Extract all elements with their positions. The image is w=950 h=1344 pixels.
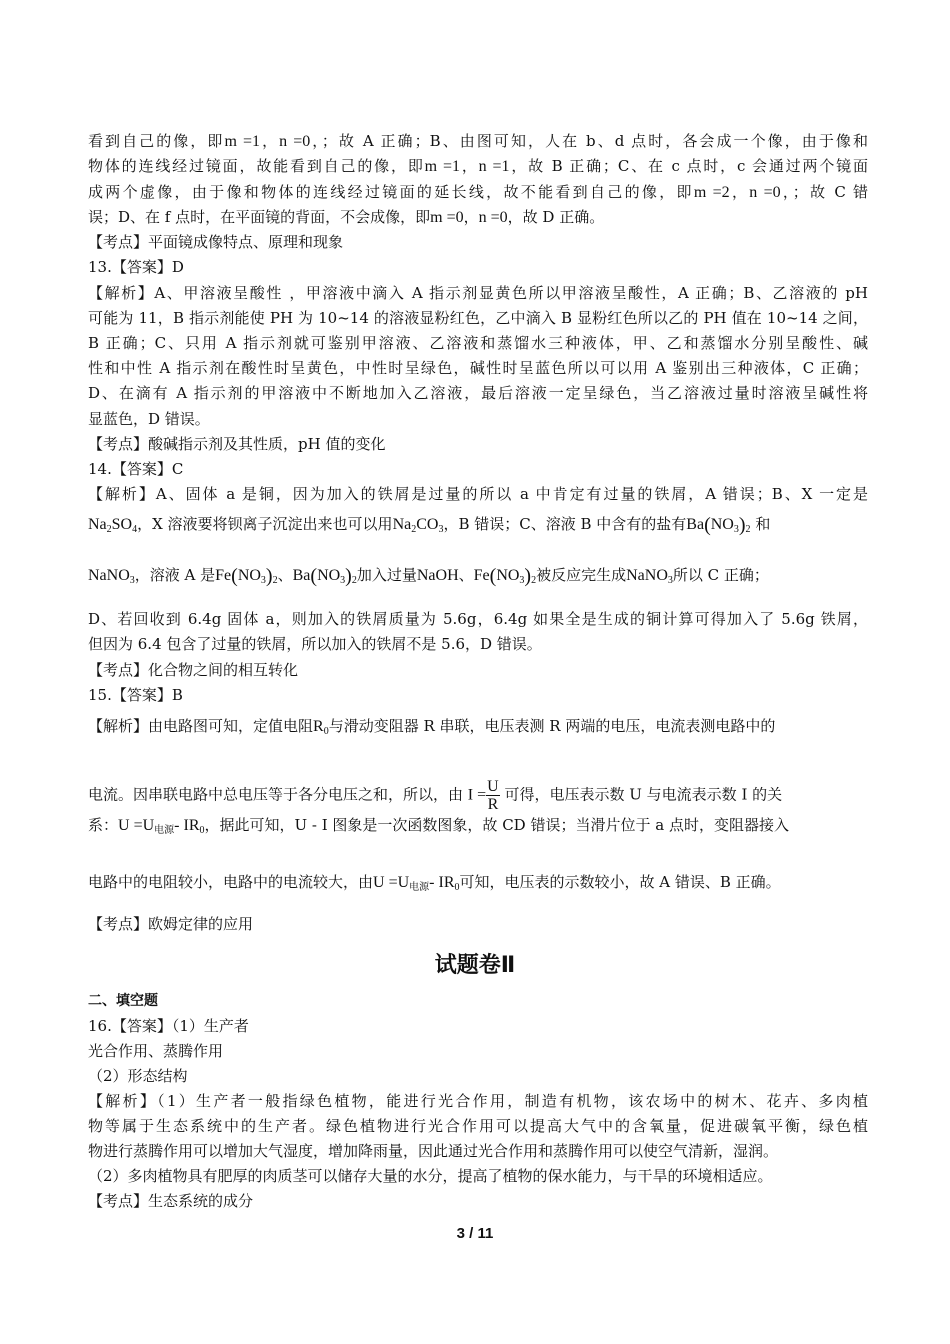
text: 物体的连线经过镜面，故能看到自己的像，即 [88,157,425,175]
text: 和 [755,515,771,533]
text: 、 [458,566,474,584]
formula-nano3: NaNO$_3$ [626,567,673,586]
q15-line-2 [88,778,868,813]
text: ，X 溶液要将钡离子沉淀出来也可以用 [137,515,393,533]
text: 与滑动变阻器 R 串联，电压表测 R 两端的电压，电流表测电路中的 [328,717,776,735]
subscript-source: 电源 [409,882,430,893]
formula-nano3: NaNO$_3$ [88,567,135,586]
text: 被反应完生成 [536,566,627,584]
page-number: 3 / 11 [456,1225,494,1242]
q12-line-3: 成两个虚像，由于像和物体的连线经过镜面的延长线，故不能看到自己的像，即m =2，n =0，；故 C 错 [88,183,868,201]
q13-line-1: 【解析】A、甲溶液呈酸性 ，甲溶液中滴入 A 指示剂显黄色所以甲溶液呈酸性，A 正确；B、乙溶液的 pH [88,284,868,302]
q16-answer: 16.【答案】（1）生产者 [88,1017,249,1035]
text: 成两个虚像，由于像和物体的连线经过镜面的延长线，故不能看到自己的像，即 [88,183,694,201]
text: 系： [88,816,119,834]
formula-na2so4: $Na_2SO_4$ [88,516,138,535]
text: 可知，电压表的示数较小，故 A 错误、B 正确。 [459,873,781,891]
subscript-source: 电源 [154,825,175,836]
text: 可得，电压表示数 U 与电流表示数 I 的关 [504,785,783,804]
section-heading: 二、填空题 [88,993,158,1009]
formula-fe-no3-2: $Fe(NO_3)_2$ [215,565,278,587]
math-n: n =0 [279,133,311,150]
text: ，故 D 正确。 [507,208,605,226]
q12-line-4: 误；D、在 f 点时，在平面镜的背面，不会成像，即m =0，n =0，故 D 正确。 [88,208,605,226]
q12-line-2: 物体的连线经过镜面，故能看到自己的像，即m =1，n =1，故 B 正确；C、在 c 点时，c 会通过两个镜面 [88,157,868,175]
q16-kaodian: 【考点】生态系统的成分 [88,1192,254,1210]
text: ，B 错误；C、溶液 B 中含有的盐有 [443,515,687,533]
q16-answer-3: （2）形态结构 [88,1067,188,1085]
formula-naoh: NaOH [416,567,459,584]
q13-answer: 13.【答案】D [88,258,184,276]
q14-line-1: 【解析】A、固体 a 是铜，因为加入的铁屑是过量的所以 a 中肯定有过量的铁屑，A 错误；B、X 一定是 [88,485,868,503]
formula-ohm-i: I = [467,786,487,804]
math-m: m =2 [693,184,730,201]
math-m: m =0 [430,209,464,226]
text: ，据此可知，U - I 图象是一次函数图象，故 CD 错误；当滑片位于 a 点时，变阻器接入 [204,816,789,834]
formula-fe-no3-2: $Fe(NO_3)_2$ [473,565,537,587]
q15-kaodian: 【考点】欧姆定律的应用 [88,915,254,933]
q14-kaodian: 【考点】化合物之间的相互转化 [88,661,299,679]
q16-line-1: 【解析】（1）生产者一般指绿色植物，能进行光合作用，制造有机物，该农场中的树木、花卉、多肉植 [88,1092,868,1110]
fraction-u-over-r: $\frac{U}{R}$ [487,778,499,813]
formula-u-relation: $U =U_{电源}-$ $IR_0$ [373,874,460,893]
q15-line-4 [88,872,868,898]
text: 看到自己的像，即 [88,132,225,150]
text: 电路中的电阻较小，电路中的电流较大，由 [88,873,374,891]
text: 、 [277,566,293,584]
formula-ba-no3-2: $Ba(NO_3)_2$ [686,514,751,536]
q16-line-3: 物进行蒸腾作用可以增加大气湿度，增加降雨量，因此通过光合作用和蒸腾作用可以使空气清新，湿润。 [88,1142,779,1160]
formula-r0: $R_0$ [313,718,329,737]
text: ，故 B 正确；C、在 c 点时，c 会通过两个镜面 [509,157,868,175]
q13-line-3: B 正确；C、只用 A 指示剂就可鉴别甲溶液、乙溶液和蒸馏水三种液体，甲、乙和蒸馏水分别呈酸性、碱 [88,334,868,352]
text: 误；D、在 f 点时，在平面镜的背面，不会成像，即 [88,208,431,226]
text: 所以 C 正确； [672,566,769,584]
q14-line-4: D、若回收到 6.4g 固体 a，则加入的铁屑质量为 5.6g，6.4g 如果全是生成的铜计算可得加入了 5.6g 铁屑， [88,610,868,628]
q14-line-2 [88,514,868,540]
text: 加入过量 [356,566,417,584]
math-m: m =1 [424,158,460,175]
math-n: n =0 [478,209,508,226]
q13-kaodian: 【考点】酸碱指示剂及其性质，pH 值的变化 [88,435,386,453]
q15-line-1 [88,716,868,742]
q14-answer: 14.【答案】C [88,460,184,478]
text: ，；故 A 正确；B、由图可知，人在 b、d 点时，各会成一个像，由于像和 [310,132,868,150]
section-title: 试题卷Ⅱ [434,953,516,978]
q15-line-3 [88,815,868,841]
formula-ba-no3-2: $Ba(NO_3)_2$ [292,565,357,587]
text: 【解析】由电路图可知，定值电阻 [88,717,314,735]
q16-line-4: （2）多肉植物具有肥厚的肉质茎可以储存大量的水分，提高了植物的保水能力，与干旱的环境相适应。 [88,1167,773,1185]
math-n: n =1 [478,158,510,175]
q12-kaodian: 【考点】平面镜成像特点、原理和现象 [88,233,344,251]
q13-line-6: 显蓝色，D 错误。 [88,410,210,428]
formula-u-relation: $U =U_{电源}-$ $IR_0$ [118,817,205,836]
text: ，；故 C 错 [780,183,868,201]
q12-line-1: 看到自己的像，即m =1，n =0，；故 A 正确；B、由图可知，人在 b、d 点时，各会成一个像，由于像和 [88,132,868,150]
formula-na2co3: $Na_2CO_3$ [392,516,444,535]
text: ，溶液 A 是 [134,566,216,584]
math-n: n =0 [749,184,781,201]
q16-answer-2: 光合作用、蒸腾作用 [88,1042,224,1060]
q13-line-4: 性和中性 A 指示剂在酸性时呈黄色，中性时呈绿色，碱性时呈蓝色所以可以用 A 鉴别出三种液体，C 正确； [88,359,868,377]
q13-line-5: D、在滴有 A 指示剂的甲溶液中不断地加入乙溶液，最后溶液一定呈绿色，当乙溶液过量时溶液呈碱性将 [88,384,868,402]
math-m: m =1 [224,133,261,150]
q16-line-2: 物等属于生态系统中的生产者。绿色植物进行光合作用可以提高大气中的含氧量，促进碳氧平衡，绿色植 [88,1117,868,1135]
q15-answer: 15.【答案】B [88,686,183,704]
q14-line-3 [88,565,868,591]
text: 电流。因串联电路中总电压等于各分电压之和，所以，由 [88,785,464,804]
q14-line-5: 但因为 6.4 包含了过量的铁屑，所以加入的铁屑不是 5.6，D 错误。 [88,635,542,653]
q13-line-2: 可能为 11，B 指示剂能使 PH 为 10~14 的溶液显粉红色，乙中滴入 B 显粉红色所以乙的 PH 值在 10~14 之间， [88,309,868,327]
